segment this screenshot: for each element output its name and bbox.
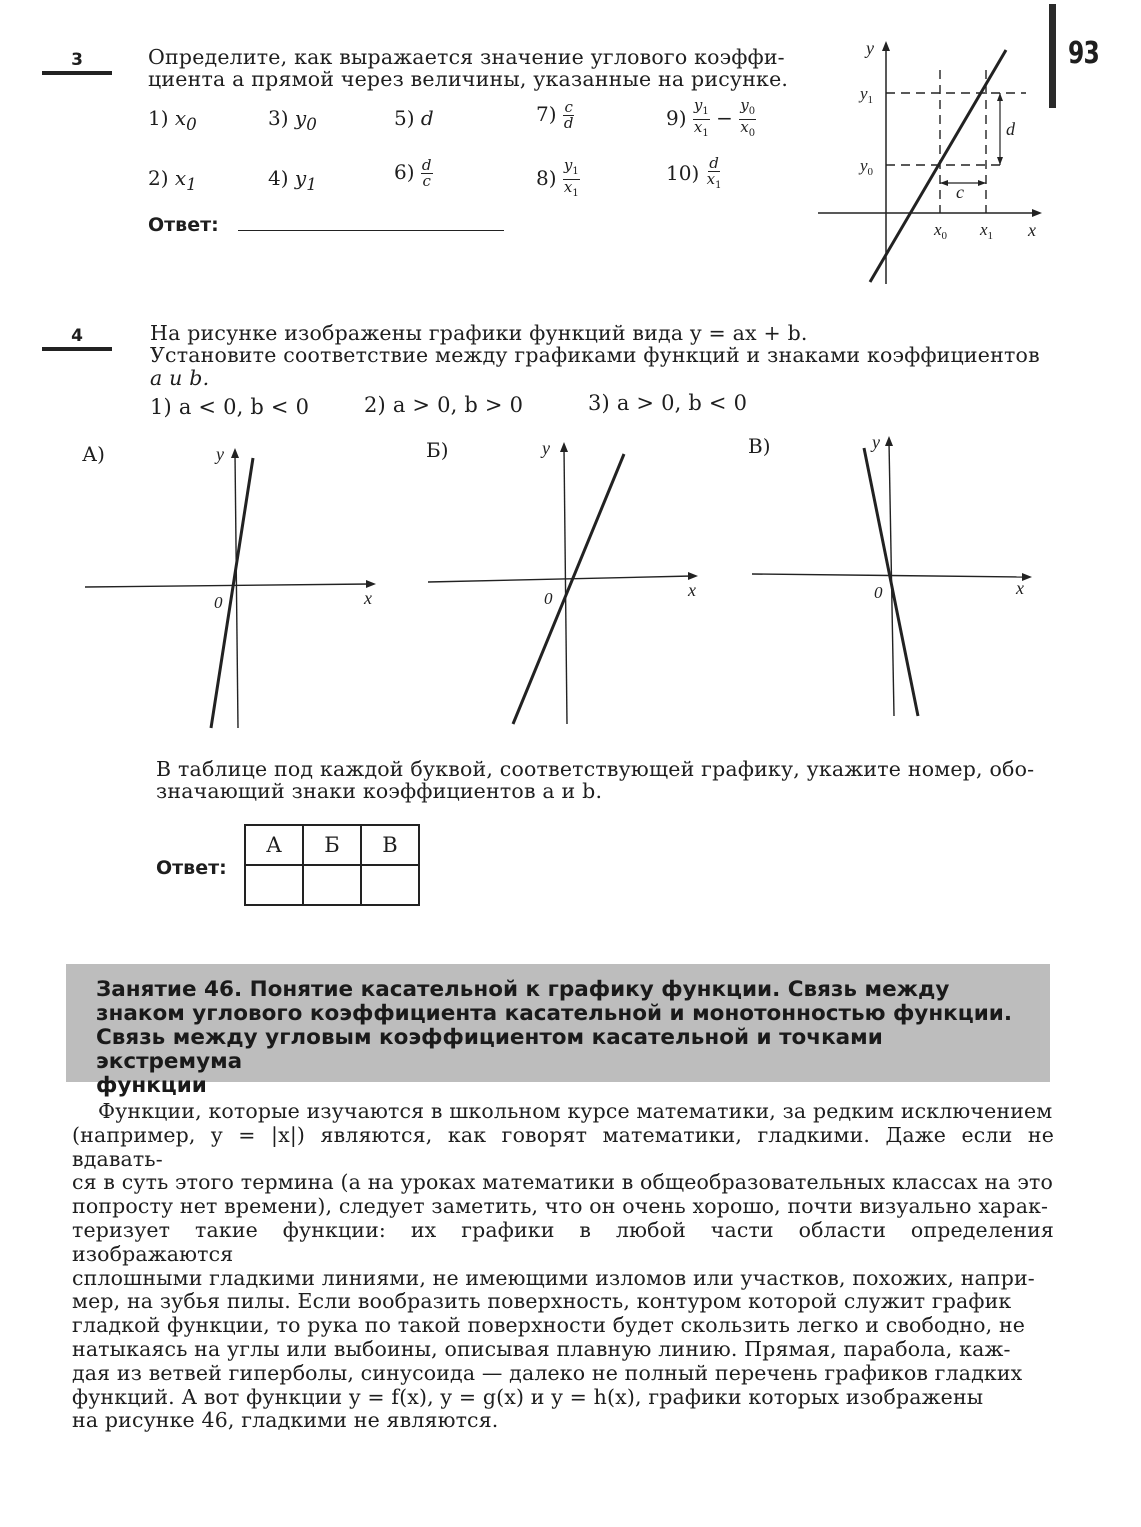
graph-b-y-arrow bbox=[560, 442, 568, 452]
graph-b-y-axis bbox=[564, 448, 567, 724]
graph-c-origin: 0 bbox=[874, 583, 883, 602]
fig3-x0-label: $x_0$ bbox=[934, 220, 948, 242]
task-3-answer-label: Ответ: bbox=[148, 214, 219, 236]
graph-b-y-label: y bbox=[542, 438, 550, 458]
answer-table-header-a: А bbox=[245, 825, 303, 865]
task-4-table-instruction-line1: В таблице под каждой буквой, соответствующей графику, укажите номер, обо- bbox=[156, 757, 1035, 781]
task-3-option-4: 4) $y_1$ bbox=[268, 166, 317, 194]
graph-a-y-axis bbox=[235, 454, 238, 728]
graph-b-x-axis bbox=[428, 576, 692, 582]
task-4-choice-2: 2) a > 0, b > 0 bbox=[364, 393, 524, 417]
body-line: теризует такие функции: их графики в любой части области определения изображаются bbox=[72, 1217, 1054, 1266]
task-3-option-8: 8) $\frac{y_1}{x_1}$ bbox=[536, 156, 579, 199]
answer-table bbox=[244, 824, 420, 906]
fig3-y-label: y bbox=[866, 38, 874, 58]
graph-a-x-label: x bbox=[364, 588, 372, 608]
body-line: Функции, которые изучаются в школьном курсе математики, за редким исключением bbox=[98, 1099, 1053, 1123]
body-line: дая из ветвей гиперболы, синусоида — далеко не полный перечень графиков гладких bbox=[72, 1360, 1023, 1385]
task-4-choice-1: 1) a < 0, b < 0 bbox=[150, 395, 310, 419]
graph-b-line bbox=[513, 454, 624, 724]
lesson-title bbox=[96, 978, 1036, 1098]
task-3-option-2: 2) $x_1$ bbox=[148, 166, 197, 194]
answer-cell-a[interactable] bbox=[245, 865, 303, 905]
graph-c-letter: В) bbox=[748, 434, 771, 458]
graph-b bbox=[424, 436, 714, 732]
task-3-option-1: 1) $x_0$ bbox=[148, 106, 197, 134]
answer-cell-c[interactable] bbox=[361, 865, 419, 905]
graph-a-x-axis bbox=[85, 584, 370, 587]
task-3-option-5: 5) d bbox=[394, 106, 434, 130]
lesson-title-line2: знаком углового коэффициента касательной и монотонностью функции. bbox=[96, 1001, 1012, 1026]
graph-b-x-arrow bbox=[688, 572, 698, 580]
graph-a-y-arrow bbox=[231, 448, 239, 458]
graph-c-y-label: y bbox=[872, 432, 880, 452]
fig3-x-arrow bbox=[1032, 209, 1042, 217]
fig3-y0-label: $y_0$ bbox=[860, 156, 874, 178]
graph-a-y-label: y bbox=[216, 444, 224, 464]
body-line: (например, y = |x|) являются, как говорят математики, гладкими. Даже если не вдавать- bbox=[72, 1122, 1054, 1171]
body-line: ся в суть этого термина (а на уроках математики в общеобразовательных классах на это bbox=[72, 1170, 1053, 1195]
lesson-title-line3: Связь между угловым коэффициентом касательной и точками экстремума bbox=[96, 1025, 883, 1074]
body-line: натыкаясь на углы или выбоины, описывая плавную линию. Прямая, парабола, каж- bbox=[72, 1336, 1011, 1361]
page-edge-bar bbox=[1049, 4, 1056, 108]
graph-a bbox=[80, 440, 390, 732]
task-3-option-7: 7) $\frac{c}{d}$ bbox=[536, 98, 574, 132]
body-line: гладкой функции, то рука по такой поверхности будет скользить легко и свободно, не bbox=[72, 1313, 1026, 1338]
fig3-y-arrow bbox=[882, 41, 890, 51]
graph-b-letter: Б) bbox=[426, 438, 449, 462]
task-4-answer-label: Ответ: bbox=[156, 857, 227, 879]
answer-cell-b[interactable] bbox=[303, 865, 361, 905]
graph-c bbox=[748, 428, 1048, 722]
answer-table-header-b: Б bbox=[303, 825, 361, 865]
task-3-option-3: 3) $y_0$ bbox=[268, 106, 317, 134]
task-3-text-line2: циента a прямой через величины, указанные на рисунке. bbox=[148, 67, 789, 91]
task-3-answer-line[interactable] bbox=[238, 230, 504, 231]
task-3-figure bbox=[810, 36, 1050, 286]
fig3-c-label: c bbox=[956, 182, 964, 202]
fig3-d-label: d bbox=[1006, 119, 1015, 139]
graph-b-x-label: x bbox=[688, 580, 696, 600]
task-4-line2: Установите соответствие между графиками функций и знаками коэффициентов bbox=[150, 343, 1040, 367]
body-line: сплошными гладкими линиями, не имеющими изломов или участков, похожих, напри- bbox=[72, 1265, 1035, 1290]
graph-c-x-label: x bbox=[1016, 578, 1024, 598]
graph-c-line bbox=[864, 448, 918, 716]
body-line: попросту нет времени), следует заметить, что он очень хорошо, почти визуально харак- bbox=[72, 1194, 1049, 1219]
answer-table-header-c: В bbox=[361, 825, 419, 865]
task-3-text-line1: Определите, как выражается значение углового коэффи- bbox=[148, 45, 785, 69]
task-4-table-instruction-line2: значающий знаки коэффициентов a и b. bbox=[156, 779, 603, 803]
task-4-choice-3: 3) a > 0, b < 0 bbox=[588, 391, 748, 415]
task-4-line1: На рисунке изображены графики функций вида y = ax + b. bbox=[150, 321, 808, 345]
fig3-y1-label: $y_1$ bbox=[860, 84, 874, 106]
task-4-rule bbox=[42, 347, 112, 351]
fig3-x-label: x bbox=[1028, 220, 1036, 240]
graph-b-origin: 0 bbox=[544, 589, 553, 608]
graph-a-x-arrow bbox=[366, 580, 376, 588]
graph-a-letter: А) bbox=[82, 442, 105, 466]
task-4-line3: a и b. bbox=[150, 366, 210, 390]
task-4-number: 4 bbox=[71, 326, 83, 346]
body-line: на рисунке 46, гладкими не являются. bbox=[72, 1408, 499, 1433]
lesson-title-line4: функции bbox=[96, 1073, 207, 1098]
body-paragraph bbox=[72, 1100, 1054, 1433]
page-number: 93 bbox=[1068, 36, 1100, 71]
body-line: функций. А вот функции y = f(x), y = g(x) и y = h(x), графики которых изображены bbox=[72, 1384, 984, 1409]
lesson-title-line1: Занятие 46. Понятие касательной к графику функции. Связь между bbox=[96, 977, 950, 1002]
task-3-option-6: 6) $\frac{d}{c}$ bbox=[394, 156, 432, 190]
task-3-number: 3 bbox=[71, 50, 83, 70]
task-3-option-10: 10) $\frac{d}{x_1}$ bbox=[666, 154, 722, 191]
fig3-x1-label: $x_1$ bbox=[980, 220, 994, 242]
task-3-option-9: 9) $\frac{y_1}{x_1}$ − $\frac{y_0}{x_0}$ bbox=[666, 96, 756, 139]
task-3-rule bbox=[42, 71, 112, 75]
graph-c-y-arrow bbox=[885, 436, 893, 446]
body-line: мер, на зубья пилы. Если вообразить поверхность, контуром которой служит график bbox=[72, 1289, 1012, 1314]
graph-a-origin: 0 bbox=[214, 593, 223, 612]
